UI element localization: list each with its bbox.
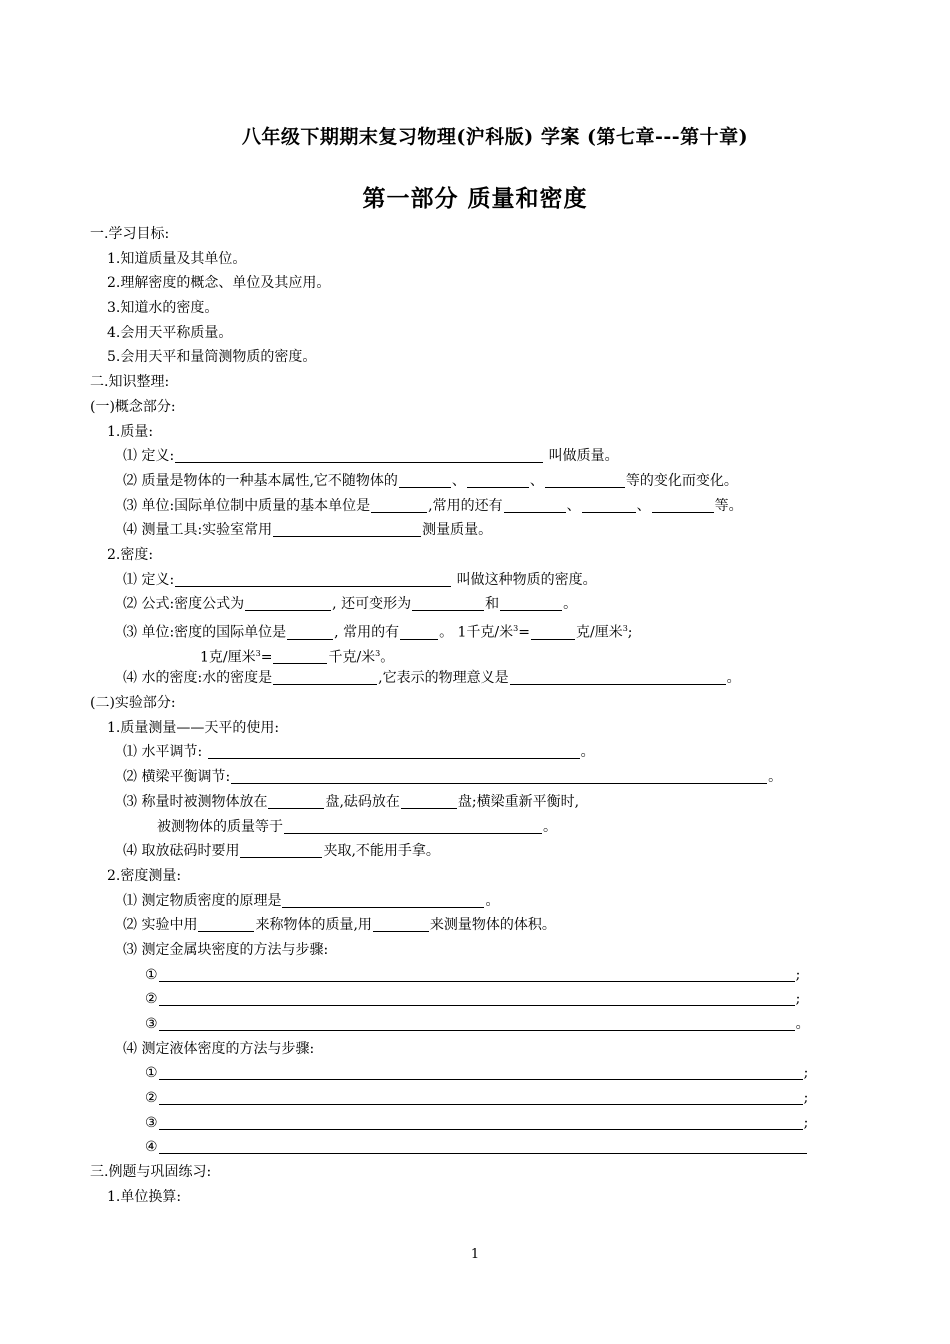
answer-blank[interactable] [500,595,562,611]
answer-blank[interactable] [175,571,451,587]
density-unit-conversion: 1克/厘米$^3$= 千克/米$^3$。 [200,648,395,666]
answer-blank[interactable] [240,842,322,858]
answer-blank[interactable] [400,624,438,640]
answer-blank[interactable] [273,521,421,537]
section-heading: 三.例题与巩固练习: [90,1164,212,1181]
answer-blank[interactable] [268,793,324,809]
answer-blank[interactable] [373,916,429,932]
document-title: 八年级下期期末复习物理(沪科版) 学案 (第七章---第十章) [241,126,749,148]
step-line: ③ 。 [145,1016,810,1032]
answer-blank[interactable] [399,472,451,488]
subsection-heading: (二)实验部分: [90,695,176,712]
answer-blank[interactable] [504,497,566,513]
step-line: ② ; [145,991,801,1008]
answer-blank[interactable] [545,472,625,488]
exercise-item: 1.单位换算: [107,1188,182,1205]
objective-item: 4.会用天平称质量。 [107,324,233,341]
answer-blank[interactable] [245,595,331,611]
step-line: ③ ; [145,1114,809,1131]
horizontal-adjust: ⑴ 水平调节: 。 [123,744,595,761]
objective-item: 2.理解密度的概念、单位及其应用。 [107,275,331,292]
density-formula: ⑵ 公式:密度公式为 , 还可变形为 和 。 [123,596,578,613]
answer-blank[interactable] [371,497,427,513]
answer-blank[interactable] [652,497,714,513]
topic-heading: 1.质量: [107,423,154,440]
answer-blank[interactable] [401,793,457,809]
step-line: ② ; [145,1090,809,1107]
liquid-method-heading: ⑷ 测定液体密度的方法与步骤: [123,1040,315,1057]
step-line: ① ; [145,966,801,983]
answer-blank[interactable] [412,595,484,611]
beam-balance-adjust: ⑵ 横梁平衡调节: 。 [123,769,783,786]
answer-blank[interactable] [159,1138,807,1154]
objective-item: 1.知道质量及其单位。 [107,250,247,267]
part-title: 第一部分 质量和密度 [362,185,588,212]
answer-blank[interactable] [287,624,333,640]
weighing-placement: ⑶ 称量时被测物体放在 盘,砝码放在 盘;横梁重新平衡时, [123,793,580,810]
step-line: ① ; [145,1065,809,1082]
water-density: ⑷ 水的密度:水的密度是 ,它表示的物理意义是 。 [123,670,741,687]
objective-item: 3.知道水的密度。 [107,300,219,317]
answer-blank[interactable] [282,892,484,908]
mass-unit: ⑶ 单位:国际单位制中质量的基本单位是 ,常用的还有 、 、 等。 [123,497,743,514]
experiment-instruments: ⑵ 实验中用 来称物体的质量,用 来测量物体的体积。 [123,917,556,934]
answer-blank[interactable] [273,669,377,685]
topic-heading: 1.质量测量——天平的使用: [107,719,280,736]
mass-tool: ⑷ 测量工具:实验室常用 测量质量。 [123,522,493,539]
weighing-result: 被测物体的质量等于 。 [157,818,557,835]
answer-blank[interactable] [208,743,580,759]
page-number: 1 [470,1247,480,1262]
answer-blank[interactable] [159,966,795,982]
subsection-heading: (一)概念部分: [90,398,176,415]
mass-definition: ⑴ 定义: 叫做质量。 [123,448,619,465]
answer-blank[interactable] [159,990,795,1006]
section-heading: 一.学习目标: [90,226,170,242]
section-heading: 二.知识整理: [90,374,170,391]
answer-blank[interactable] [159,1114,803,1130]
answer-blank[interactable] [510,669,726,685]
weights-handling: ⑷ 取放砝码时要用 夹取,不能用手拿。 [123,843,440,860]
answer-blank[interactable] [273,648,327,664]
density-unit: ⑶ 单位:密度的国际单位是 , 常用的有 。 1千克/米$^3$= 克/厘米$^3$; [123,624,633,641]
document-body [90,222,920,1210]
metal-method-heading: ⑶ 测定金属块密度的方法与步骤: [123,941,329,958]
answer-blank[interactable] [582,497,636,513]
answer-blank[interactable] [159,1064,803,1080]
density-principle: ⑴ 测定物质密度的原理是 。 [123,892,500,909]
answer-blank[interactable] [198,916,254,932]
answer-blank[interactable] [531,624,575,640]
answer-blank[interactable] [467,472,529,488]
mass-property: ⑵ 质量是物体的一种基本属性,它不随物体的 、 、 等的变化而变化。 [123,472,738,489]
topic-heading: 2.密度: [107,546,154,563]
answer-blank[interactable] [231,768,767,784]
density-definition: ⑴ 定义: 叫做这种物质的密度。 [123,571,597,588]
objective-item: 5.会用天平和量筒测物质的密度。 [107,349,317,366]
step-line: ④ [90,1135,920,1160]
answer-blank[interactable] [175,447,543,463]
answer-blank[interactable] [159,1089,803,1105]
answer-blank[interactable] [284,818,542,834]
topic-heading: 2.密度测量: [107,867,182,884]
answer-blank[interactable] [159,1015,795,1031]
